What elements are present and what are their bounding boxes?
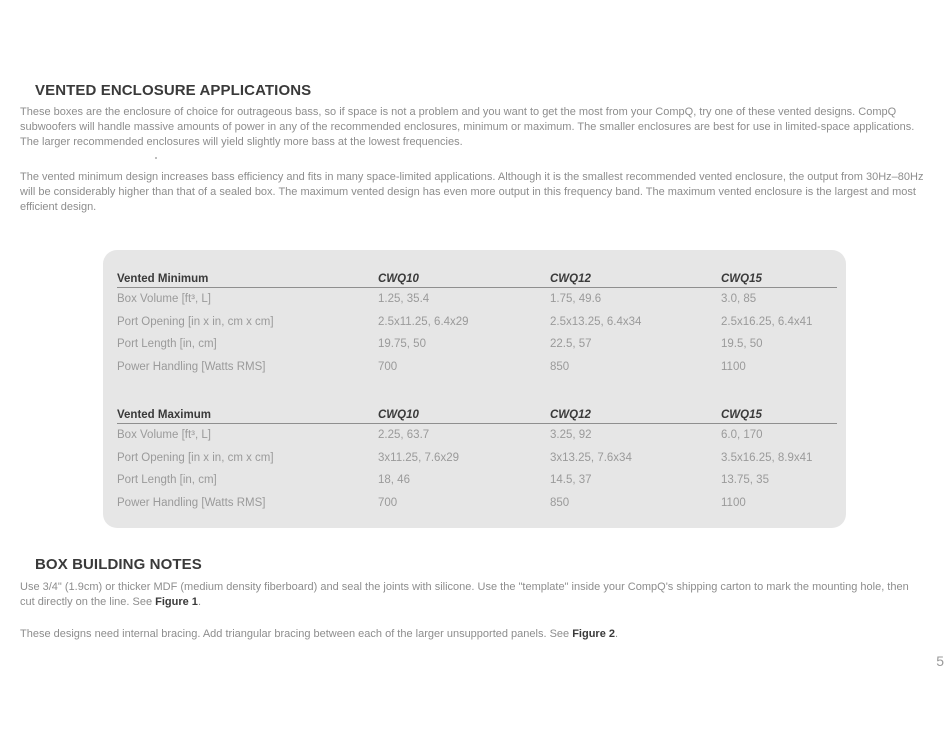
paragraph-end: .: [615, 628, 619, 640]
vented-maximum-table: [117, 403, 837, 514]
paragraph-text: Use 3/4" (1.9cm) or thicker MDF (medium density fiberboard) and seal the joints with silicone. Use the "template" inside your CompQ's shipping carton to mark the mounting hole, then cut directly on the line. See: [20, 581, 909, 608]
cell-value: 1100: [721, 360, 746, 373]
row-label: Box Volume [ft³, L]: [117, 429, 211, 441]
table-row: [117, 492, 837, 515]
vented-minimum-table: [117, 267, 837, 378]
cell-value: 2.5x11.25, 6.4x29: [378, 315, 469, 328]
model-header-cwq15: CWQ15: [721, 409, 762, 421]
cell-value: 3x13.25, 7.6x34: [550, 451, 632, 464]
table-header-row: [117, 403, 837, 424]
row-label: Port Length [in, cm]: [117, 474, 217, 487]
box-building-paragraph-1: [20, 580, 920, 610]
cell-value: 3x11.25, 7.6x29: [378, 451, 459, 464]
row-label: Port Length [in, cm]: [117, 338, 217, 351]
vented-paragraph-1: These boxes are the enclosure of choice for outrageous bass, so if space is not a problem and you want to get the most from your CompQ, try one of these vented designs. CompQ subwoofers will handle massive amounts of power in any of the recommended enclosures, minimum or maximum. The smaller enclosures are best for use in limited-space applications. The larger recommended enclosures will yield slightly more bass at the lowest frequencies.: [20, 106, 915, 148]
row-label: Box Volume [ft³, L]: [117, 293, 211, 305]
table-row: [117, 288, 837, 311]
row-label: Port Opening [in x in, cm x cm]: [117, 451, 274, 464]
cell-value: 3.0, 85: [721, 293, 757, 305]
cell-value: 850: [550, 496, 570, 509]
model-header-cwq15: CWQ15: [721, 273, 762, 285]
cell-value: 6.0, 170: [721, 429, 763, 441]
cell-value: 18, 46: [378, 474, 410, 487]
cell-value: 1.75, 49.6: [550, 293, 602, 305]
enclosure-spec-panel: [103, 250, 846, 528]
model-header-cwq12: CWQ12: [550, 409, 591, 421]
cell-value: 1100: [721, 496, 746, 509]
cell-value: 19.5, 50: [721, 338, 763, 351]
table-row: [117, 447, 837, 470]
table-header-row: [117, 267, 837, 288]
figure-1-reference: Figure 1: [155, 596, 198, 608]
table-row: [117, 469, 837, 492]
model-header-cwq12: CWQ12: [550, 273, 591, 285]
box-building-title: BOX BUILDING NOTES: [35, 556, 202, 573]
table-row: [117, 311, 837, 334]
table-title: Vented Minimum: [117, 273, 209, 285]
table-row: [117, 356, 837, 379]
cell-value: 14.5, 37: [550, 474, 592, 487]
cell-value: 3.25, 92: [550, 429, 592, 441]
cell-value: 2.5x13.25, 6.4x34: [550, 315, 642, 328]
paragraph-end: .: [197, 596, 201, 608]
vented-paragraph-2: The vented minimum design increases bass efficiency and fits in many space-limited applications. Although it is the smallest recommended vented enclosure, the output from 30Hz–80Hz will be considerably higher than that of a sealed box. The maximum vented design has even more output in this frequency band. The maximum vented enclosure is the largest and most efficient design.: [20, 171, 924, 213]
box-building-paragraph-2: [20, 627, 920, 642]
row-label: Power Handling [Watts RMS]: [117, 496, 266, 509]
cell-value: 19.75, 50: [378, 338, 426, 351]
paragraph-text: These designs need internal bracing. Add triangular bracing between each of the larger unsupported panels. See: [20, 628, 573, 640]
cell-value: 2.25, 63.7: [378, 429, 430, 441]
page-number: 5: [936, 653, 944, 669]
row-label: Power Handling [Watts RMS]: [117, 360, 266, 373]
table-row: [117, 333, 837, 356]
table-row: [117, 424, 837, 447]
row-label: Port Opening [in x in, cm x cm]: [117, 315, 274, 328]
vented-section-title: VENTED ENCLOSURE APPLICATIONS: [35, 82, 312, 99]
cell-value: 700: [378, 496, 398, 509]
cell-value: 850: [550, 360, 570, 373]
figure-2-reference: Figure 2: [572, 628, 615, 640]
table-title: Vented Maximum: [117, 409, 211, 421]
model-header-cwq10: CWQ10: [378, 273, 419, 285]
cell-value: 3.5x16.25, 8.9x41: [721, 451, 813, 464]
cell-value: 1.25, 35.4: [378, 293, 430, 305]
cell-value: 700: [378, 360, 398, 373]
cell-value: 22.5, 57: [550, 338, 592, 351]
cell-value: 2.5x16.25, 6.4x41: [721, 315, 813, 328]
stray-dot: [155, 157, 157, 159]
model-header-cwq10: CWQ10: [378, 409, 419, 421]
cell-value: 13.75, 35: [721, 474, 769, 487]
